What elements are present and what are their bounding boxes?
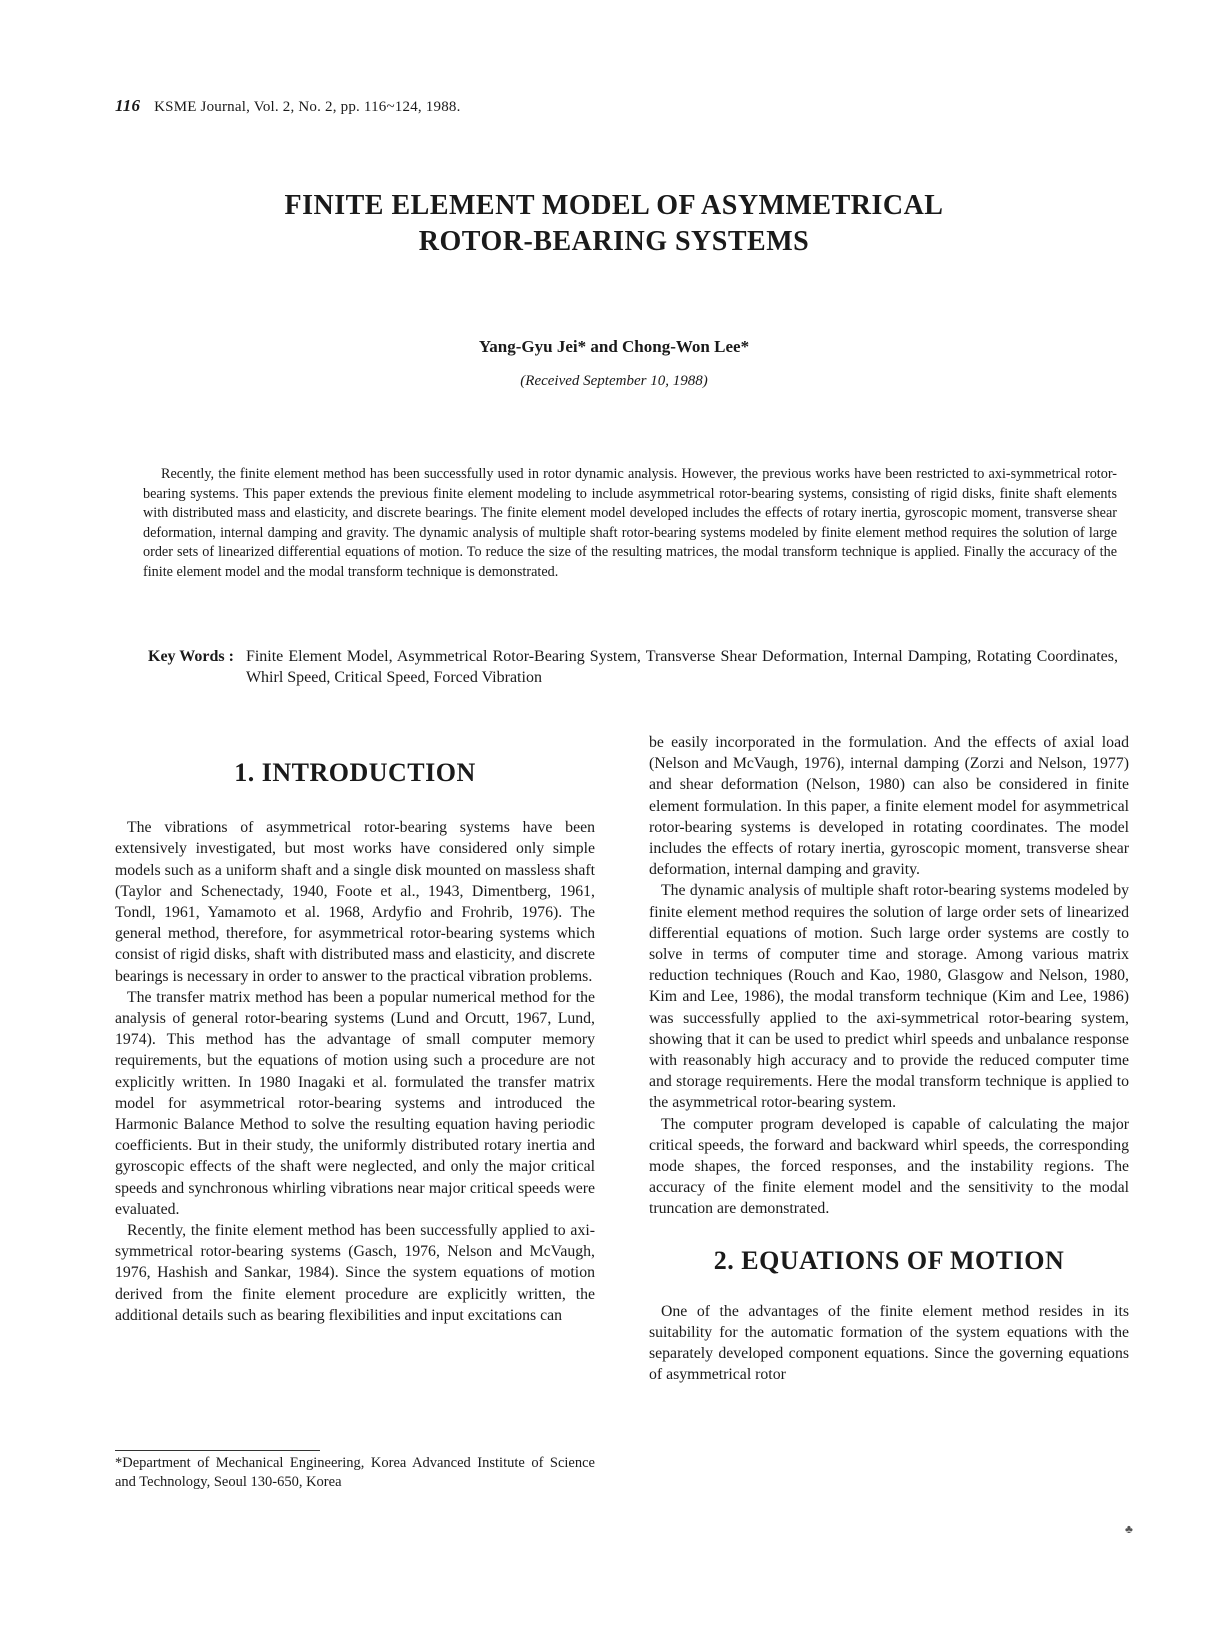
footnote-text: *Department of Mechanical Engineering, Korea Advanced Institute of Science and Technology, Seoul 130-650, Korea — [115, 1455, 595, 1490]
journal-citation: KSME Journal, Vol. 2, No. 2, pp. 116~124, 1988. — [154, 99, 461, 115]
paragraph: The computer program developed is capable of calculating the major critical speeds, the forward and backward whirl speeds, the corresponding mode shapes, the forced responses, and the instability regions. The accuracy of the finite element model and the sensitivity to the modal truncation are demonstrated. — [649, 1115, 1129, 1218]
title-line-1: FINITE ELEMENT MODEL OF ASYMMETRICAL — [284, 190, 944, 221]
paragraph: The transfer matrix method has been a popular numerical method for the analysis of general rotor-bearing systems (Lund and Orcutt, 1967, Lund, 1974). This method has the advantage of small computer memory requirements, but the equations of motion using such a procedure are not explicitly written. In 1980 Inagaki et al. formulated the transfer matrix model for asymmetrical rotor-bearing systems and introduced the Harmonic Balance Method to solve the resulting equation having periodic coefficients. But in their study, the uniformly distributed rotary inertia and gyroscopic effects of the shaft were neglected, and only the major critical speeds and synchronous whirling vibrations near major critical speeds were evaluated. — [115, 988, 595, 1218]
paragraph-continuation: be easily incorporated in the formulation. And the effects of axial load (Nelson and McVaugh, 1976), internal damping (Zorzi and Nelson, 1977) and shear deformation (Nelson, 1980) can also be considered in finite element formulation. In this paper, a finite element model for asymmetrical rotor-bearing systems is developed in rotating coordinates. The model includes the effects of rotary inertia, gyroscopic moment, transverse shear deformation, internal damping and gravity. — [649, 734, 1129, 879]
keywords-text: Finite Element Model, Asymmetrical Rotor-Bearing System, Transverse Shear Deformation, Internal Damping, Rotating Coordinates, Whirl Speed, Critical Speed, Forced Vibration — [245, 648, 1118, 686]
keywords — [148, 646, 1118, 688]
section-2-heading: 2. EQUATIONS OF MOTION — [713, 1245, 1065, 1275]
section-1-heading: 1. INTRODUCTION — [234, 758, 476, 787]
footnote-rule — [115, 1450, 320, 1451]
keywords-label: Key Words : — [148, 648, 234, 665]
paragraph: Recently, the finite element method has been successfully applied to axi-symmetrical rotor-bearing systems (Gasch, 1976, Nelson and McVaugh, 1976, Hashish and Sankar, 1984). Since the system equations of motion derived from the finite element procedure are explicitly written, the additional details such as bearing flexibilities and input excitations can — [115, 1222, 595, 1324]
running-head — [115, 96, 461, 116]
paper-title — [0, 188, 1228, 260]
received-date: (Received September 10, 1988) — [520, 373, 708, 389]
abstract: Recently, the finite element method has been successfully used in rotor dynamic analysis. However, the previous works have been restricted to axi-symmetrical rotor-bearing systems. This paper extends the previous finite element modeling to include asymmetrical rotor-bearing systems, consisting of rigid disks, finite shaft elements with distributed mass and elasticity, and discrete bearings. The finite element model developed includes the effects of rotary inertia, gyroscopic moment, transverse shear deformation, internal damping and gravity. The dynamic analysis of multiple shaft rotor-bearing systems modeled by finite element method requires the solution of large order sets of linearized differential equations of motion. To reduce the size of the resulting matrices, the modal transform technique is applied. Finally the accuracy of the finite element model and the modal transform technique is demonstrated. — [143, 466, 1117, 580]
left-column — [115, 758, 595, 1326]
footnote — [115, 1450, 595, 1492]
paragraph: The vibrations of asymmetrical rotor-bearing systems have been extensively investigated, but most works have considered only simple models such as a uniform shaft and a single disk mounted on massless shaft (Taylor and Schenectady, 1940, Foote et al., 1943, Dimentberg, 1961, Tondl, 1961, Yamamoto et al. 1968, Ardyfio and Frohrib, 1976). The general method, therefore, for asymmetrical rotor-bearing systems which consist of rigid disks, shaft with distributed mass and elasticity, and discrete bearings is necessary in order to answer to the practical vibration problems. — [115, 819, 595, 985]
authors: Yang-Gyu Jei* and Chong-Won Lee* — [478, 337, 750, 356]
right-column — [649, 732, 1129, 1386]
paragraph: One of the advantages of the finite element method resides in its suitability for the automatic formation of the system equations with the separately developed component equations. Since the governing equations of asymmetrical rotor — [649, 1302, 1129, 1384]
title-line-2: ROTOR-BEARING SYSTEMS — [418, 226, 810, 257]
page-number: 116 — [115, 96, 141, 115]
scan-mark: ♣ — [1125, 1522, 1133, 1536]
paragraph: The dynamic analysis of multiple shaft rotor-bearing systems modeled by finite element method requires the solution of large order sets of linearized differential equations of motion. Such large order systems are costly to solve in terms of computer time and storage. Among various matrix reduction techniques (Rouch and Kao, 1980, Glasgow and Nelson, 1980, Kim and Lee, 1986), the modal transform technique (Kim and Lee, 1986) was successfully applied to the axi-symmetrical rotor-bearing system, showing that it can be used to predict whirl speeds and unbalance response with reasonably high accuracy and to provide the reduced computer time and storage requirements. Here the modal transform technique is applied to the asymmetrical rotor-bearing system. — [649, 882, 1129, 1112]
